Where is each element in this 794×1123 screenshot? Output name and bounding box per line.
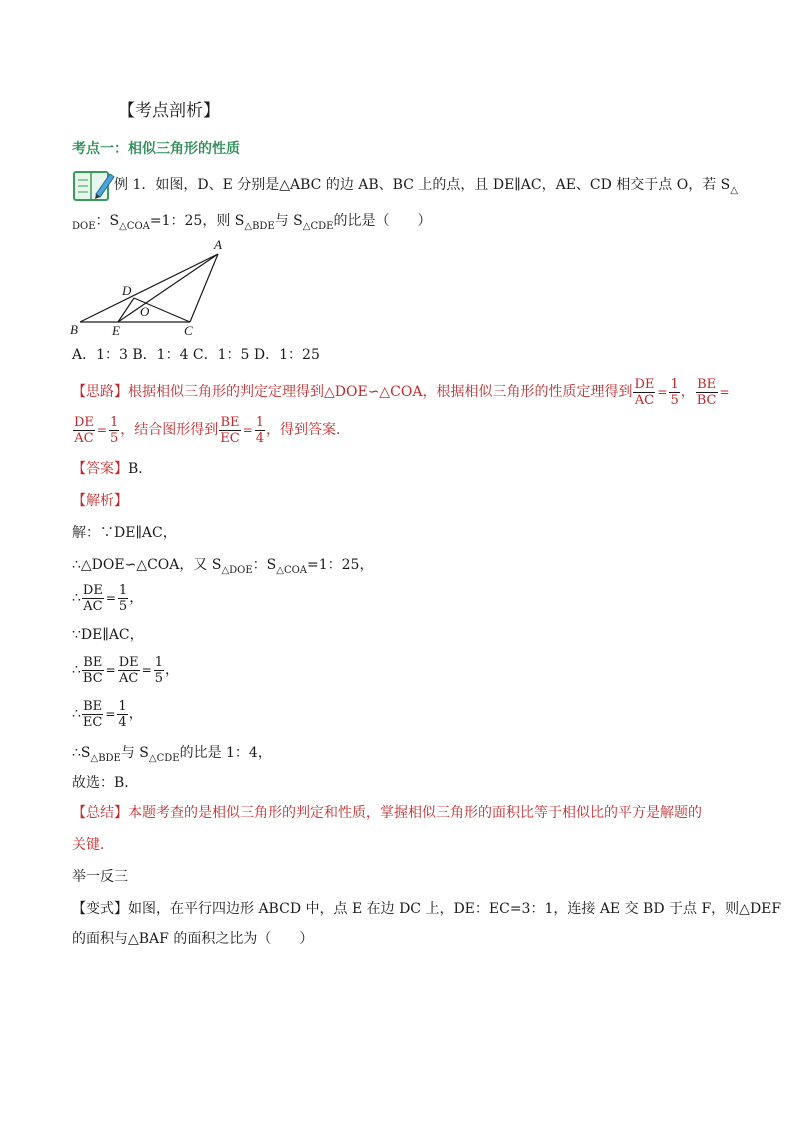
equals-sign: = [141,663,152,677]
analysis-line-4: ∵DE∥AC， [72,627,144,643]
fraction-numerator: 1 [118,582,128,598]
label-a: A [214,237,222,252]
analysis-text: ， [165,662,179,678]
fraction-denominator: BC [696,392,717,408]
fraction-denominator: AC [74,430,94,446]
fraction-numerator: 1 [109,414,119,430]
analysis-text: ， [128,706,143,722]
subscript: DOE [72,220,96,232]
example-text: 的比是（ ） [333,213,432,229]
fraction-numerator: 1 [118,698,127,714]
fraction-numerator: DE [82,582,103,598]
equals-sign: = [105,707,116,721]
fraction-denominator: 4 [118,714,127,730]
fraction-denominator: EC [82,714,103,730]
topic-title: 考点一：相似三角形的性质 [72,141,240,157]
thinking-text: ，结合图形得到 [120,422,219,438]
subscript: △BDE [90,752,121,764]
summary-text: 本题考查的是相似三角形的判定和性质，掌握相似三角形的面积比等于相似比的平方是解题的 [128,805,702,821]
fraction-numerator: DE [74,414,94,430]
subscript: △ [730,184,738,196]
analysis-line-1: 解：∵DE∥AC， [72,525,177,541]
analysis-text: 与 S [120,745,149,761]
answer-options: A．1：3 B．1：4 C．1：5 D．1：25 [72,347,320,363]
fraction-denominator: 5 [670,392,679,408]
thinking-text: 根据相似三角形的判定定理得到△DOE∽△COA，根据相似三角形的性质定理得到 [128,384,633,400]
analysis-tag: 【解析】 [72,493,128,509]
therefore-sign: ∴ [72,662,81,678]
fraction-numerator: BE [83,654,103,670]
fraction-numerator: DE [634,376,655,392]
fraction-numerator: BE [697,376,717,392]
analysis-line-8: 故选：B． [72,775,139,791]
subscript: △COA [276,564,308,576]
practice-heading: 举一反三 [72,869,128,885]
analysis-line-6 [72,696,143,732]
analysis-text: ， [129,590,144,606]
example-text: =1：25，则 S [149,213,245,229]
label-c: C [184,323,193,338]
fraction-numerator: DE [118,654,139,670]
triangle-figure [66,234,236,340]
fraction-denominator: EC [220,430,240,446]
variant-line-1 [72,900,781,918]
analysis-text: ∴S [72,745,91,761]
therefore-sign: ∴ [72,706,81,722]
summary-line-2: 关键． [72,837,114,853]
fraction-denominator: BC [82,670,103,686]
variant-text: 如图，在平行四边形 ABCD 中，点 E 在边 DC 上，DE：EC=3：1，连接 AE 交 BD 于点 F，则△DEF [128,901,782,917]
analysis-text: 的比是 1：4， [179,745,272,761]
label-b: B [70,322,78,337]
summary-tag: 【总结】 [72,805,128,821]
section-heading: 【考点剖析】 [118,101,220,121]
analysis-text: ：S [252,557,277,573]
thinking-line-1 [72,374,731,410]
example-line-2 [72,212,431,236]
thinking-line-2 [72,412,350,448]
fraction-denominator: 5 [154,670,163,686]
example-line-1 [114,176,738,200]
thinking-tag: 【思路】 [72,384,128,400]
analysis-text: ∴△DOE∽△COA，又 S [72,557,222,573]
equals-sign: = [105,663,116,677]
fraction-denominator: 5 [118,598,128,614]
equals-sign: = [96,423,107,437]
equals-sign: = [657,385,668,399]
fraction-denominator: AC [634,392,655,408]
analysis-line-2 [72,556,373,580]
fraction-denominator: AC [119,670,139,686]
answer-tag: 【答案】 [72,461,128,477]
answer-value: B． [128,461,153,477]
equals-sign: = [242,423,253,437]
analysis-line-5 [72,652,179,688]
analysis-line-7 [72,744,272,768]
answer-line [72,460,152,478]
subscript: △DOE [221,564,253,576]
separator: ， [680,384,695,400]
fraction-numerator: 1 [670,376,679,392]
fraction-numerator: BE [83,698,103,714]
variant-line-2: 的面积与△BAF 的面积之比为（ ） [72,931,314,947]
notebook-pencil-icon [72,168,116,204]
fraction-numerator: BE [220,414,240,430]
fraction-denominator: 4 [255,430,265,446]
label-e: E [112,323,120,338]
summary-line-1 [72,804,702,822]
example-text: 与 S [274,213,303,229]
subscript: △BDE [244,220,275,232]
fraction-denominator: AC [83,598,103,614]
equals-sign: = [719,385,730,399]
thinking-text: ，得到答案． [266,422,351,438]
variant-tag: 【变式】 [72,901,128,917]
subscript: △CDE [148,752,180,764]
fraction-numerator: 1 [154,654,163,670]
subscript: △COA [119,220,150,232]
equals-sign: = [105,591,116,605]
segment-ae [118,254,218,322]
analysis-text: =1：25， [307,557,374,573]
therefore-sign: ∴ [72,590,81,606]
label-o: O [140,304,150,319]
example-text: ：S [95,213,120,229]
example-text: 例 1．如图，D、E 分别是△ABC 的边 AB、BC 上的点，且 DE∥AC，AE、CD 相交于点 O，若 S [114,177,731,193]
subscript: △CDE [302,220,334,232]
fraction-denominator: 5 [109,430,119,446]
label-d: D [122,283,132,298]
analysis-line-3 [72,580,143,616]
fraction-numerator: 1 [255,414,265,430]
